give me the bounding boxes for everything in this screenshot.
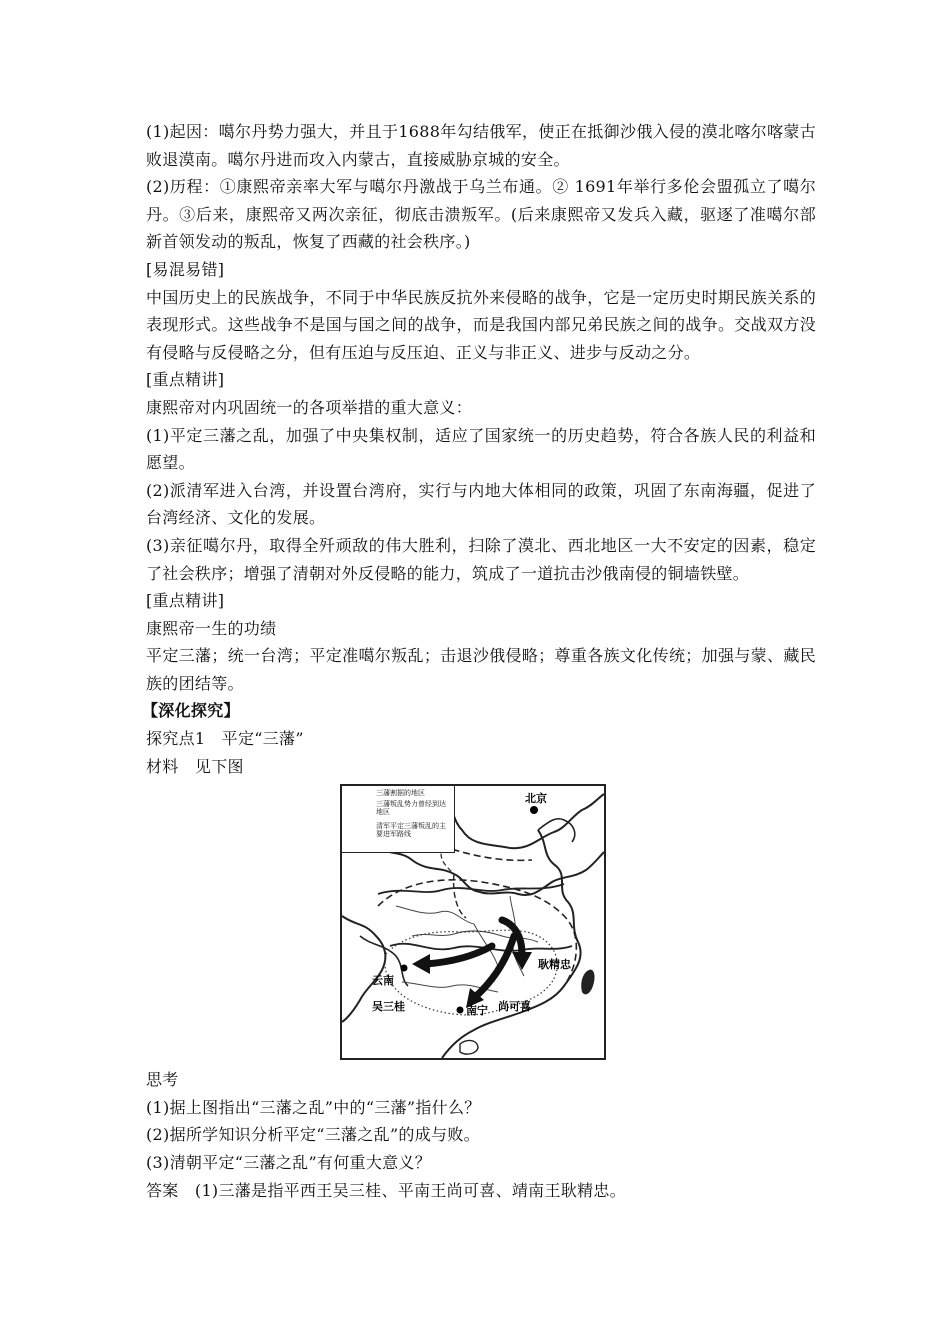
label-yunnan: 云南 — [372, 974, 394, 988]
label-key-points-2: [重点精讲] — [146, 591, 225, 611]
answer-1: 答案 (1)三藩是指平西王吴三桂、平南王尚可喜、靖南王耿精忠。 — [146, 1180, 626, 1200]
paragraph-measure-3: (3)亲征噶尔丹，取得全歼顽敌的伟大胜利，扫除了漠北、西北地区一大不安定的因素，稳定了社会秩序；增强了清朝对外反侵略的能力，筑成了一道抗击沙俄南侵的铜墙铁壁。 — [146, 535, 816, 583]
nanning-marker — [457, 1007, 464, 1014]
paragraph-measure-1: (1)平定三藩之乱，加强了中央集权制，适应了国家统一的历史趋势，符合各族人民的利益和愿望。 — [146, 425, 816, 473]
map-legend — [342, 786, 455, 853]
legend-item-occupied: 三藩割据的地区 — [376, 789, 425, 798]
document-page — [142, 118, 816, 1204]
label-wusangui: 吴三桂 — [372, 1000, 405, 1014]
yunnan-marker — [401, 965, 408, 972]
section-heading: 【深化探究】 — [142, 701, 240, 721]
label-gengjingzhong: 耿精忠 — [538, 958, 571, 972]
legend-item-qing-routes: 清军平定三藩叛乱的主要进军路线 — [376, 822, 446, 839]
beijing-marker — [530, 806, 538, 814]
paragraph-cause: (1)起因：噶尔丹势力强大，并且于1688年勾结俄军，使正在抵御沙俄入侵的漠北喀尔喀蒙古败退漠南。噶尔丹进而攻入内蒙古，直接威胁京城的安全。 — [146, 122, 816, 169]
legend-item-rebel-reach: 三藩叛乱势力曾经到达地区 — [376, 800, 446, 817]
paragraph-achievements-title: 康熙帝一生的功绩 — [146, 618, 277, 638]
sanfan-rebellion-map — [340, 784, 606, 1060]
question-2: (2)据所学知识分析平定“三藩之乱”的成与败。 — [146, 1125, 480, 1145]
label-beijing: 北京 — [525, 792, 547, 806]
explore-point-title: 探究点1 平定“三藩” — [146, 729, 304, 749]
paragraph-ethnic-wars: 中国历史上的民族战争，不同于中华民族反抗外来侵略的战争，它是一定历史时期民族关系的表现形式。这些战争不是国与国之间的战争，而是我国内部兄弟民族之间的战争。交战双方没有侵略与反侵略之分，但有压迫与反压迫、正义与非正义、进步与反动之分。 — [146, 287, 816, 362]
label-confusable: [易混易错] — [146, 259, 225, 279]
paragraph-measures-intro: 康熙帝对内巩固统一的各项举措的重大意义： — [146, 397, 473, 417]
paragraph-process: (2)历程：①康熙帝亲率大军与噶尔丹激战于乌兰布通。② 1691年举行多伦会盟孤立了噶尔丹。③后来，康熙帝又两次亲征，彻底击溃叛军。(后来康熙帝又发兵入藏，驱逐了准噶尔部新首领发动的叛乱，恢复了西藏的社会秩序。) — [146, 177, 816, 252]
material-label: 材料 见下图 — [146, 756, 244, 776]
paragraph-achievements: 平定三藩；统一台湾；平定准噶尔叛乱；击退沙俄侵略；尊重各族文化传统；加强与蒙、藏民族的团结等。 — [146, 646, 816, 693]
label-nanning: 南宁 — [466, 1004, 488, 1018]
think-label: 思考 — [146, 1070, 179, 1090]
paragraph-measure-2: (2)派清军进入台湾，并设置台湾府，实行与内地大体相同的政策，巩固了东南海疆，促进了台湾经济、文化的发展。 — [146, 480, 816, 528]
question-1: (1)据上图指出“三藩之乱”中的“三藩”指什么？ — [146, 1097, 481, 1117]
label-shangkexi: 尚可喜 — [498, 1000, 531, 1014]
label-key-points-1: [重点精讲] — [146, 370, 225, 390]
question-3: (3)清朝平定“三藩之乱”有何重大意义？ — [146, 1153, 432, 1173]
